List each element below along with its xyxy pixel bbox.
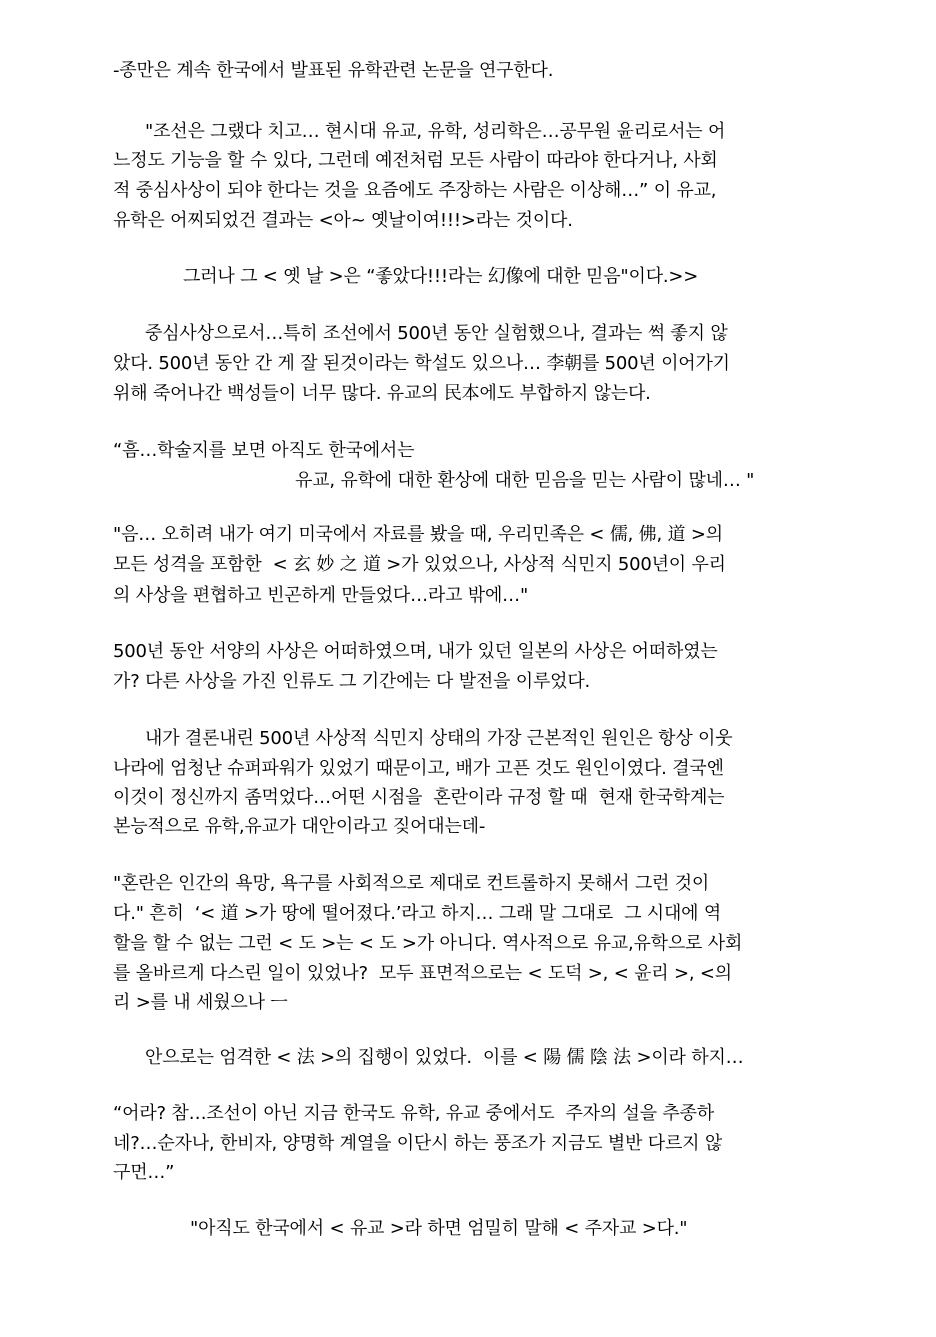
text-line: 그러나 그 < 옛 날 >은 “좋았다!!!라는 幻像에 대한 믿음"이다.>>: [183, 266, 699, 287]
text-line: 할을 할 수 없는 그런 < 도 >는 < 도 >가 아니다. 역사적으로 유교,유학으로 사회: [113, 933, 743, 954]
text-line: 위해 죽어나간 백성들이 너무 많다. 유교의 民本에도 부합하지 않는다.: [113, 383, 651, 404]
text-line: -종만은 계속 한국에서 발표된 유학관련 논문을 연구한다.: [113, 60, 554, 81]
text-line: 느정도 기능을 할 수 있다, 그런데 예전처럼 모든 사람이 따라야 한다거나, 사회: [113, 150, 718, 171]
text-line: 내가 결론내린 500년 사상적 식민지 상태의 가장 근본적인 원인은 항상 이웃: [145, 728, 733, 749]
text-line: 네?…순자나, 한비자, 양명학 계열을 이단시 하는 풍조가 지금도 별반 다르지 않: [113, 1133, 723, 1154]
text-line: 의 사상을 편협하고 빈곤하게 만들었다…라고 밖에…": [113, 585, 529, 606]
text-line: 구먼…”: [113, 1162, 175, 1183]
text-line: 이것이 정신까지 좀먹었다…어떤 시점을 혼란이라 규정 할 때 현재 한국학계는: [113, 787, 725, 808]
text-line: "조선은 그랬다 치고… 현시대 유교, 유학, 성리학은…공무원 윤리로서는 어: [145, 121, 726, 142]
text-line: "아직도 한국에서 < 유교 >라 하면 엄밀히 말해 < 주자교 >다.": [190, 1218, 688, 1239]
text-line: 다." 흔히 ‘< 道 >가 땅에 떨어졌다.’라고 하지… 그래 말 그대로 그 시대에 역: [113, 903, 722, 924]
text-line: 유교, 유학에 대한 환상에 대한 믿음을 믿는 사람이 많네… ": [295, 470, 755, 491]
text-line: “어라? 참…조선이 아닌 지금 한국도 유학, 유교 중에서도 주자의 설을 추종하: [113, 1103, 714, 1124]
text-line: 중심사상으로서…특히 조선에서 500년 동안 실험했으나, 결과는 썩 좋지 않: [145, 323, 728, 344]
text-line: 안으로는 엄격한 < 法 >의 집행이 있었다. 이를 < 陽 儒 陰 法 >이라 하지…: [145, 1047, 744, 1068]
text-line: 나라에 엄청난 슈퍼파워가 있었기 때문이고, 배가 고픈 것도 원인이였다. 결국엔: [113, 758, 724, 779]
text-line: 를 올바르게 다스린 일이 있었나? 모두 표면적으로는 < 도덕 >, < 윤리 >, <의: [113, 963, 732, 984]
text-line: 가? 다른 사상을 가진 인류도 그 기간에는 다 발전을 이루었다.: [113, 671, 591, 692]
text-line: 유학은 어찌되었건 결과는 <아~ 옛날이여!!!>라는 것이다.: [113, 210, 573, 231]
text-line: 적 중심사상이 되야 한다는 것을 요즘에도 주장하는 사람은 이상해…” 이 유교,: [113, 180, 717, 201]
text-line: "음… 오히려 내가 여기 미국에서 자료를 봤을 때, 우리민족은 < 儒, 佛, 道 >의: [113, 524, 723, 545]
text-line: 리 >를 내 세웠으나 ㅡ: [113, 992, 288, 1013]
text-line: 본능적으로 유학,유교가 대안이라고 짖어대는데-: [113, 816, 486, 837]
text-line: 모든 성격을 포함한 < 玄 妙 之 道 >가 있었으나, 사상적 식민지 500년이 우리: [113, 554, 726, 575]
text-line: "혼란은 인간의 욕망, 욕구를 사회적으로 제대로 컨트롤하지 못해서 그런 것이: [113, 873, 710, 894]
text-line: 500년 동안 서양의 사상은 어떠하였으며, 내가 있던 일본의 사상은 어떠하였는: [113, 641, 718, 662]
text-line: 았다. 500년 동안 간 게 잘 된것이라는 학설도 있으나… 李朝를 500년 이어가기: [113, 353, 730, 374]
text-line: “흠…학술지를 보면 아직도 한국에서는: [113, 440, 415, 461]
